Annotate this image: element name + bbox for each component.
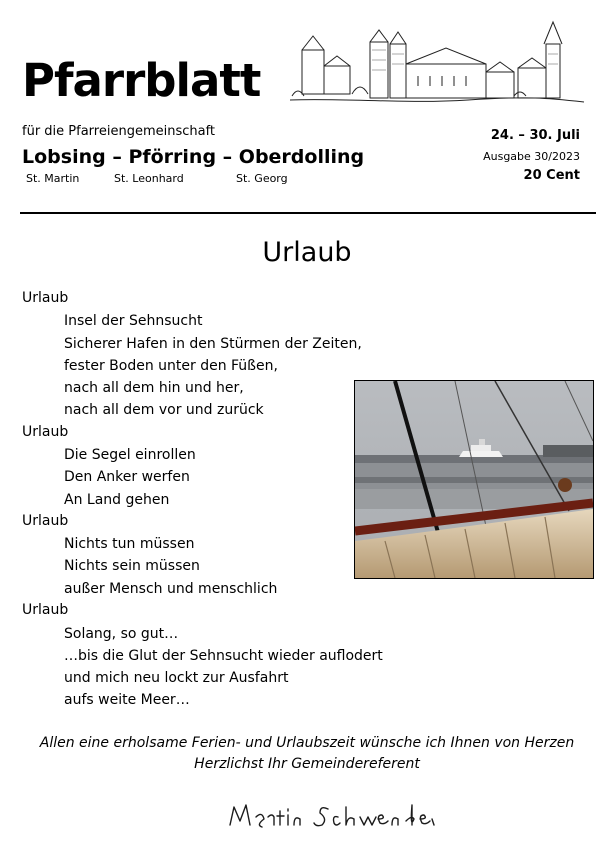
poem-line: An Land gehen bbox=[64, 492, 170, 508]
saint-label: St. Leonhard bbox=[114, 172, 184, 185]
church-drawing bbox=[288, 20, 586, 106]
saint-label: St. Georg bbox=[236, 172, 288, 185]
price: 20 Cent bbox=[523, 168, 580, 183]
poem-line: aufs weite Meer… bbox=[64, 692, 190, 708]
closing-greeting: Herzlichst Ihr Gemeindereferent bbox=[194, 756, 420, 772]
poem-line: Nichts tun müssen bbox=[64, 536, 195, 552]
poem-line: Die Segel einrollen bbox=[64, 447, 196, 463]
sailing-photo bbox=[354, 380, 594, 579]
closing-wish: Allen eine erholsame Ferien- und Urlaubszeit wünsche ich Ihnen von Herzen bbox=[39, 735, 575, 751]
header-divider bbox=[20, 212, 596, 214]
poem-line: Insel der Sehnsucht bbox=[64, 313, 203, 329]
poem-line: nach all dem hin und her, bbox=[64, 380, 244, 396]
stanza-keyword: Urlaub bbox=[22, 602, 69, 618]
handwritten-signature bbox=[228, 795, 438, 835]
parish-names: Lobsing – Pförring – Oberdolling bbox=[22, 146, 365, 168]
date-range: 24. – 30. Juli bbox=[490, 128, 580, 143]
stanza-keyword: Urlaub bbox=[22, 290, 69, 306]
stanza-keyword: Urlaub bbox=[22, 513, 69, 529]
poem-line: und mich neu lockt zur Ausfahrt bbox=[64, 670, 289, 686]
poem-line: Nichts sein müssen bbox=[64, 558, 200, 574]
poem-line: Sicherer Hafen in den Stürmen der Zeiten, bbox=[64, 336, 362, 352]
poem-line: Solang, so gut… bbox=[64, 626, 179, 642]
issue-number: Ausgabe 30/2023 bbox=[483, 150, 580, 163]
poem-line: nach all dem vor und zurück bbox=[64, 402, 264, 418]
poem-heading: Urlaub bbox=[262, 237, 352, 268]
newsletter-title: Pfarrblatt bbox=[22, 54, 261, 107]
poem-line: außer Mensch und menschlich bbox=[64, 581, 278, 597]
stanza-keyword: Urlaub bbox=[22, 424, 69, 440]
subtitle: für die Pfarreiengemeinschaft bbox=[22, 124, 216, 139]
poem-line: fester Boden unter den Füßen, bbox=[64, 358, 278, 374]
saint-label: St. Martin bbox=[26, 172, 80, 185]
poem-line: Den Anker werfen bbox=[64, 469, 190, 485]
poem-line: …bis die Glut der Sehnsucht wieder auflodert bbox=[64, 648, 383, 664]
